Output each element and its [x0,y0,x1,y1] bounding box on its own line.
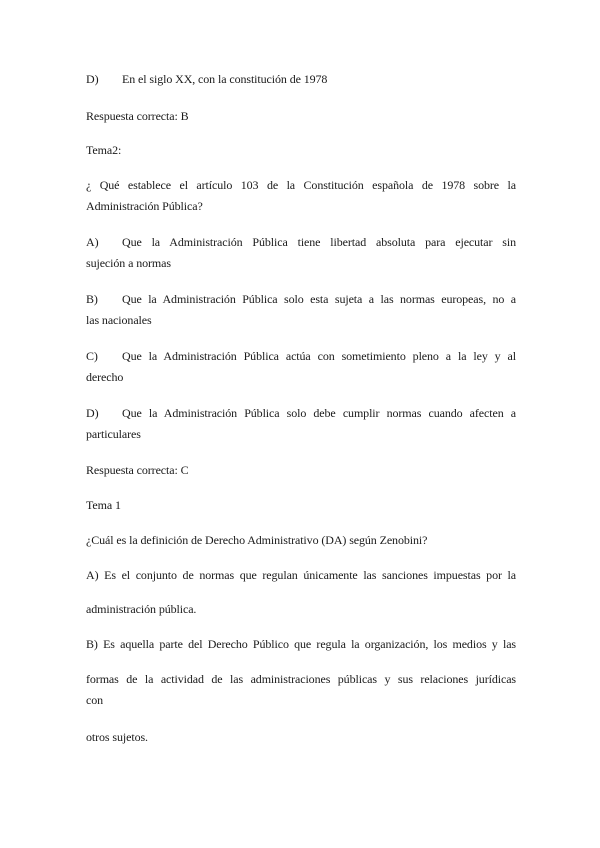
tema2-option-d-line1 [86,406,516,420]
option-text: Que la Administración Pública solo debe cumplir normas cuando afecten a [122,406,516,420]
tema1-option-b-line3: con [86,693,104,707]
option-text: En el siglo XX, con la constitución de 1978 [122,72,328,86]
option-letter: B) [86,292,98,306]
tema2-option-a-line2: sujeción a normas [86,256,171,270]
tema2-option-b-line1 [86,292,516,306]
tema2-option-b-line2: las nacionales [86,313,152,327]
tema1-heading: Tema 1 [86,498,121,512]
tema2-question-line1: ¿ Qué establece el artículo 103 de la Constitución española de 1978 sobre la [86,178,516,192]
tema1-option-b-line1: B) Es aquella parte del Derecho Público que regula la organización, los medios y las [86,637,516,651]
tema1-option-a-line1: A) Es el conjunto de normas que regulan únicamente las sanciones impuestas por la [86,568,516,582]
option-text: Que la Administración Pública actúa con sometimiento pleno a la ley y al [122,349,516,363]
option-text: Que la Administración Pública solo esta sujeta a las normas europeas, no a [122,292,516,306]
tema2-correct-answer: Respuesta correcta: C [86,463,189,477]
tema2-option-c-line1 [86,349,516,363]
tema1-option-b-line2: formas de la actividad de las administraciones públicas y sus relaciones jurídicas [86,672,516,686]
tema1-option-a-line2: administración pública. [86,602,197,616]
option-letter: C) [86,349,98,363]
option-letter: A) [86,235,99,249]
option-text: Que la Administración Pública tiene libertad absoluta para ejecutar sin [122,235,516,249]
prev-correct-answer: Respuesta correcta: B [86,109,189,123]
prev-option-d [86,72,516,86]
tema2-heading: Tema2: [86,143,122,157]
tema1-option-b-line4: otros sujetos. [86,730,148,744]
tema2-option-c-line2: derecho [86,370,124,384]
option-letter: D) [86,72,99,86]
tema2-option-d-line2: particulares [86,427,141,441]
tema2-option-a-line1 [86,235,516,249]
option-letter: D) [86,406,99,420]
tema2-question-line2: Administración Pública? [86,199,203,213]
tema1-question: ¿Cuál es la definición de Derecho Administrativo (DA) según Zenobini? [86,533,428,547]
